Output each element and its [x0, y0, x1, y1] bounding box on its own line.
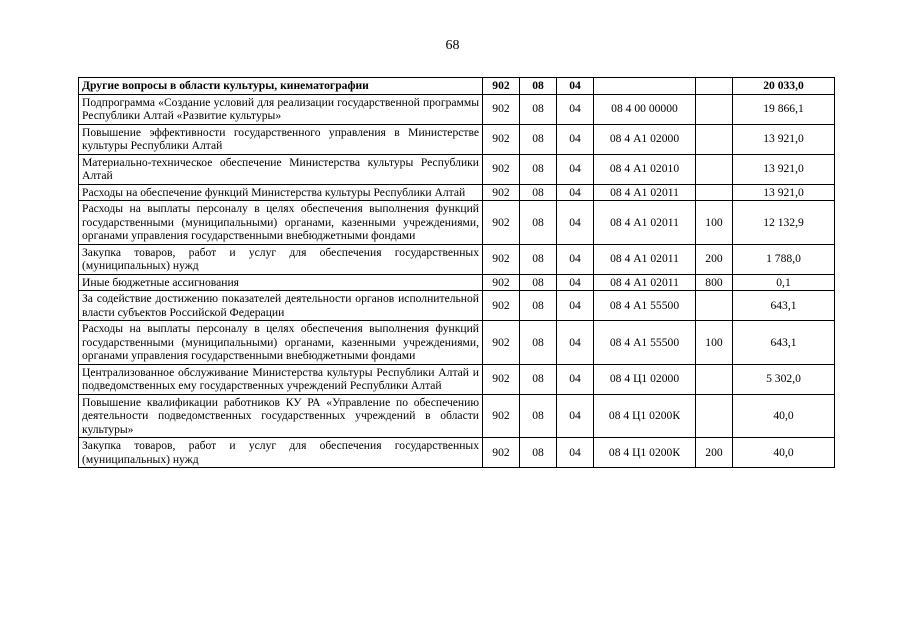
subsection-code-cell: 04 [557, 394, 594, 438]
table-row [79, 78, 835, 95]
section-code-cell: 08 [520, 154, 557, 184]
target-article-cell: 08 4 Ц1 0200К [594, 438, 696, 468]
budget-table [78, 77, 835, 468]
target-article-cell: 08 4 А1 02011 [594, 201, 696, 245]
grbs-code-cell: 902 [483, 94, 520, 124]
subsection-code-cell: 04 [557, 124, 594, 154]
expense-name-cell: Централизованное обслуживание Министерства культуры Республики Алтай и подведомственных ему государственных учреждений Республики Алтай [79, 364, 483, 394]
expense-type-cell [696, 394, 733, 438]
table-row [79, 201, 835, 245]
section-code-cell: 08 [520, 291, 557, 321]
amount-cell: 1 788,0 [733, 244, 835, 274]
expense-name-cell: Иные бюджетные ассигнования [79, 274, 483, 291]
expense-name-cell: Закупка товаров, работ и услуг для обеспечения государственных (муниципальных) нужд [79, 438, 483, 468]
grbs-code-cell: 902 [483, 394, 520, 438]
expense-name-cell: Расходы на выплаты персоналу в целях обеспечения выполнения функций государственными (муниципальными) органами, казенными учреждениями, органами управления государственными внебюджетными фондами [79, 201, 483, 245]
subsection-code-cell: 04 [557, 78, 594, 95]
section-code-cell: 08 [520, 124, 557, 154]
grbs-code-cell: 902 [483, 201, 520, 245]
target-article-cell: 08 4 А1 02011 [594, 184, 696, 201]
target-article-cell: 08 4 А1 55500 [594, 321, 696, 365]
table-row [79, 364, 835, 394]
target-article-cell [594, 78, 696, 95]
subsection-code-cell: 04 [557, 201, 594, 245]
table-row [79, 274, 835, 291]
table-row [79, 321, 835, 365]
table-row [79, 438, 835, 468]
target-article-cell: 08 4 А1 02011 [594, 244, 696, 274]
section-code-cell: 08 [520, 244, 557, 274]
subsection-code-cell: 04 [557, 244, 594, 274]
amount-cell: 643,1 [733, 321, 835, 365]
amount-cell: 40,0 [733, 438, 835, 468]
expense-type-cell: 200 [696, 244, 733, 274]
expense-name-cell: Другие вопросы в области культуры, кинематографии [79, 78, 483, 95]
section-code-cell: 08 [520, 201, 557, 245]
table-row [79, 94, 835, 124]
expense-name-cell: Расходы на обеспечение функций Министерства культуры Республики Алтай [79, 184, 483, 201]
subsection-code-cell: 04 [557, 321, 594, 365]
grbs-code-cell: 902 [483, 364, 520, 394]
expense-type-cell: 800 [696, 274, 733, 291]
target-article-cell: 08 4 Ц1 0200К [594, 394, 696, 438]
section-code-cell: 08 [520, 78, 557, 95]
expense-type-cell [696, 124, 733, 154]
amount-cell: 12 132,9 [733, 201, 835, 245]
expense-type-cell: 200 [696, 438, 733, 468]
grbs-code-cell: 902 [483, 321, 520, 365]
section-code-cell: 08 [520, 394, 557, 438]
amount-cell: 20 033,0 [733, 78, 835, 95]
subsection-code-cell: 04 [557, 154, 594, 184]
expense-name-cell: За содействие достижению показателей деятельности органов исполнительной власти субъектов Российской Федерации [79, 291, 483, 321]
subsection-code-cell: 04 [557, 184, 594, 201]
section-code-cell: 08 [520, 274, 557, 291]
section-code-cell: 08 [520, 94, 557, 124]
page-number: 68 [445, 38, 460, 53]
target-article-cell: 08 4 00 00000 [594, 94, 696, 124]
target-article-cell: 08 4 А1 02000 [594, 124, 696, 154]
section-code-cell: 08 [520, 364, 557, 394]
target-article-cell: 08 4 А1 02011 [594, 274, 696, 291]
expense-type-cell [696, 291, 733, 321]
amount-cell: 19 866,1 [733, 94, 835, 124]
target-article-cell: 08 4 А1 02010 [594, 154, 696, 184]
table-row [79, 394, 835, 438]
expense-type-cell: 100 [696, 201, 733, 245]
amount-cell: 13 921,0 [733, 154, 835, 184]
subsection-code-cell: 04 [557, 274, 594, 291]
target-article-cell: 08 4 А1 55500 [594, 291, 696, 321]
target-article-cell: 08 4 Ц1 02000 [594, 364, 696, 394]
subsection-code-cell: 04 [557, 94, 594, 124]
grbs-code-cell: 902 [483, 274, 520, 291]
expense-name-cell: Материально-техническое обеспечение Министерства культуры Республики Алтай [79, 154, 483, 184]
expense-type-cell: 100 [696, 321, 733, 365]
amount-cell: 13 921,0 [733, 124, 835, 154]
grbs-code-cell: 902 [483, 154, 520, 184]
table-row [79, 291, 835, 321]
grbs-code-cell: 902 [483, 78, 520, 95]
grbs-code-cell: 902 [483, 438, 520, 468]
amount-cell: 13 921,0 [733, 184, 835, 201]
expense-type-cell [696, 154, 733, 184]
subsection-code-cell: 04 [557, 364, 594, 394]
expense-name-cell: Подпрограмма «Создание условий для реализации государственной программы Республики Алтай «Развитие культуры» [79, 94, 483, 124]
expense-type-cell [696, 184, 733, 201]
subsection-code-cell: 04 [557, 291, 594, 321]
expense-type-cell [696, 78, 733, 95]
expense-name-cell: Расходы на выплаты персоналу в целях обеспечения выполнения функций государственными (муниципальными) органами, казенными учреждениями, органами управления государственными внебюджетными фондами [79, 321, 483, 365]
amount-cell: 643,1 [733, 291, 835, 321]
subsection-code-cell: 04 [557, 438, 594, 468]
expense-name-cell: Повышение квалификации работников КУ РА «Управление по обеспечению деятельности подведомственных государственных учреждений в области культуры» [79, 394, 483, 438]
grbs-code-cell: 902 [483, 244, 520, 274]
section-code-cell: 08 [520, 184, 557, 201]
section-code-cell: 08 [520, 438, 557, 468]
expense-type-cell [696, 364, 733, 394]
grbs-code-cell: 902 [483, 291, 520, 321]
table-row [79, 244, 835, 274]
grbs-code-cell: 902 [483, 184, 520, 201]
table-row [79, 124, 835, 154]
amount-cell: 0,1 [733, 274, 835, 291]
expense-name-cell: Повышение эффективности государственного управления в Министерстве культуры Республики Алтай [79, 124, 483, 154]
table-row [79, 154, 835, 184]
grbs-code-cell: 902 [483, 124, 520, 154]
table-row [79, 184, 835, 201]
amount-cell: 5 302,0 [733, 364, 835, 394]
expense-name-cell: Закупка товаров, работ и услуг для обеспечения государственных (муниципальных) нужд [79, 244, 483, 274]
section-code-cell: 08 [520, 321, 557, 365]
expense-type-cell [696, 94, 733, 124]
amount-cell: 40,0 [733, 394, 835, 438]
